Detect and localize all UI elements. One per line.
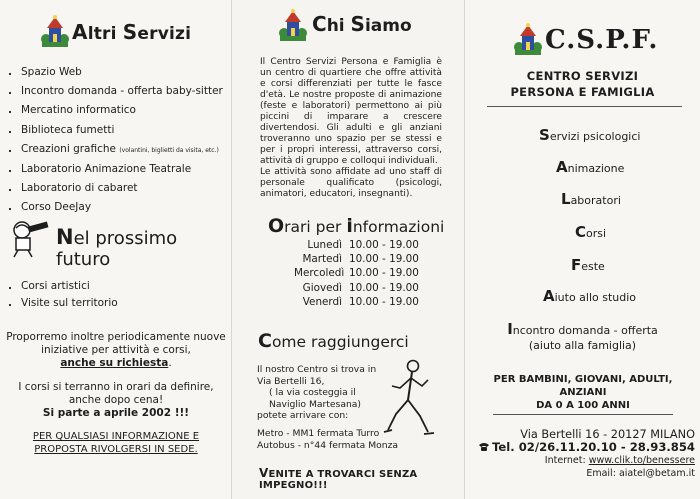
divider <box>493 414 673 415</box>
directions-text: Il nostro Centro si trova in Via Bertelli 16, ( la via costeggia il Naviglio Martesana) potete arrivare con: <box>257 364 377 422</box>
panel-altri-servizi <box>0 0 232 499</box>
acronym-item: Laboratori <box>561 190 621 208</box>
phone-line: Tel. 02/26.11.20.10 - 28.93.854 <box>475 441 695 454</box>
transport-text: Metro - MM1 fermata Turro Autobus - n°44 fermata Monza <box>257 428 399 451</box>
list-item: . Spazio Web <box>8 63 223 82</box>
table-row: Mercoledì 10.00 - 19.00 <box>294 267 419 280</box>
phone-icon <box>478 442 490 452</box>
list-item: . Creazioni grafiche (volantini, biglietti da visita, etc.) <box>8 140 223 160</box>
email-link[interactable]: aiatel@betam.it <box>618 468 695 479</box>
acronym-item: Animazione <box>556 158 625 176</box>
table-row: Giovedì 10.00 - 19.00 <box>302 281 419 294</box>
walking-person-icon <box>382 356 438 438</box>
house-logo-icon <box>513 22 543 56</box>
list-item: . Biblioteca fumetti <box>8 121 223 140</box>
altri-servizi-heading: Altri Servizi <box>72 20 192 44</box>
table-row: Lunedì 10.00 - 19.00 <box>307 239 419 251</box>
visit-callout: VENITE A TROVARCI SENZA IMPEGNO!!! <box>259 466 418 491</box>
divider <box>487 106 682 107</box>
intro-text: Il Centro Servizi Persona e Famiglia è un centro di quartiere che offre attività e corsi differenziati per tutte le fasce d'età. Le nostre proposte di animazione (feste e laboratori) permettono ai più piccini di imparare a crescere divertendosi. Gli adulti e gli anziani troveranno uno spazio per se stessi e per i propri interessi, attraverso corsi, attività di gruppo e colloqui individuali. Le attività sono affidate ad uno staff di personale qualificato (psicologi, animatori, educatori, insegnanti). <box>260 57 442 199</box>
list-item: . Laboratorio Animazione Teatrale <box>8 160 223 179</box>
cspf-title: C.S.P.F. <box>545 25 659 55</box>
prossimo-futuro-heading: Nel prossimo futuro <box>56 225 178 270</box>
incontro-domanda-offerta: Incontro domanda - offerta (aiuto alla famiglia) <box>507 320 658 352</box>
chi-siamo-heading: Chi Siamo <box>312 12 412 36</box>
orari-heading: Orari per informazioni <box>268 215 445 237</box>
table-row: Venerdì 10.00 - 19.00 <box>302 295 419 308</box>
list-item: . Laboratorio di cabaret <box>8 179 223 198</box>
come-raggiungerci-heading: Come raggiungerci <box>258 330 409 352</box>
future-list <box>8 278 118 312</box>
contact-info <box>475 428 695 480</box>
house-logo-icon <box>278 8 308 42</box>
list-item: . Corsi artistici <box>8 278 118 295</box>
info-notice: PER QUALSIASI INFORMAZIONE E PROPOSTA RIVOLGERSI IN SEDE. <box>32 431 200 455</box>
internet-line: Internet: www.clik.to/benessere <box>544 455 695 466</box>
telescope-clipart-icon <box>10 218 52 258</box>
services-list <box>8 63 223 218</box>
house-logo-icon <box>40 14 70 48</box>
initiatives-paragraph: Proporremo inoltre periodicamente nuove iniziative per attività e corsi, anche su richiesta. <box>6 331 226 369</box>
center-name: CENTRO SERVIZI PERSONA E FAMIGLIA <box>510 69 655 99</box>
list-item: . Corso DeeJay <box>8 198 223 217</box>
address: Via Bertelli 16 - 20127 MILANO <box>520 428 695 441</box>
acronym-item: Aiuto allo studio <box>543 287 637 305</box>
website-link[interactable]: www.clik.to/benessere <box>588 455 695 466</box>
list-item: . Incontro domanda - offerta baby-sitter <box>8 82 223 101</box>
courses-paragraph: I corsi si terranno in orari da definire, anche dopo cena! Si parte a aprile 2002 !!! <box>18 381 214 419</box>
acronym-item: Corsi <box>575 223 607 241</box>
table-row: Martedì 10.00 - 19.00 <box>302 253 419 266</box>
acronym-item: Feste <box>571 256 605 274</box>
panel-cspf <box>465 0 700 499</box>
panel-chi-siamo <box>232 0 465 499</box>
opening-hours-table <box>294 238 419 309</box>
target-audience: PER BAMBINI, GIOVANI, ADULTI, ANZIANI DA 0 A 100 ANNI <box>493 374 673 411</box>
acronym-item: Servizi psicologici <box>539 126 641 144</box>
email-line: Email: aiatel@betam.it <box>586 468 695 479</box>
list-item: . Mercatino informatico <box>8 101 223 120</box>
list-item: . Visite sul territorio <box>8 295 118 312</box>
